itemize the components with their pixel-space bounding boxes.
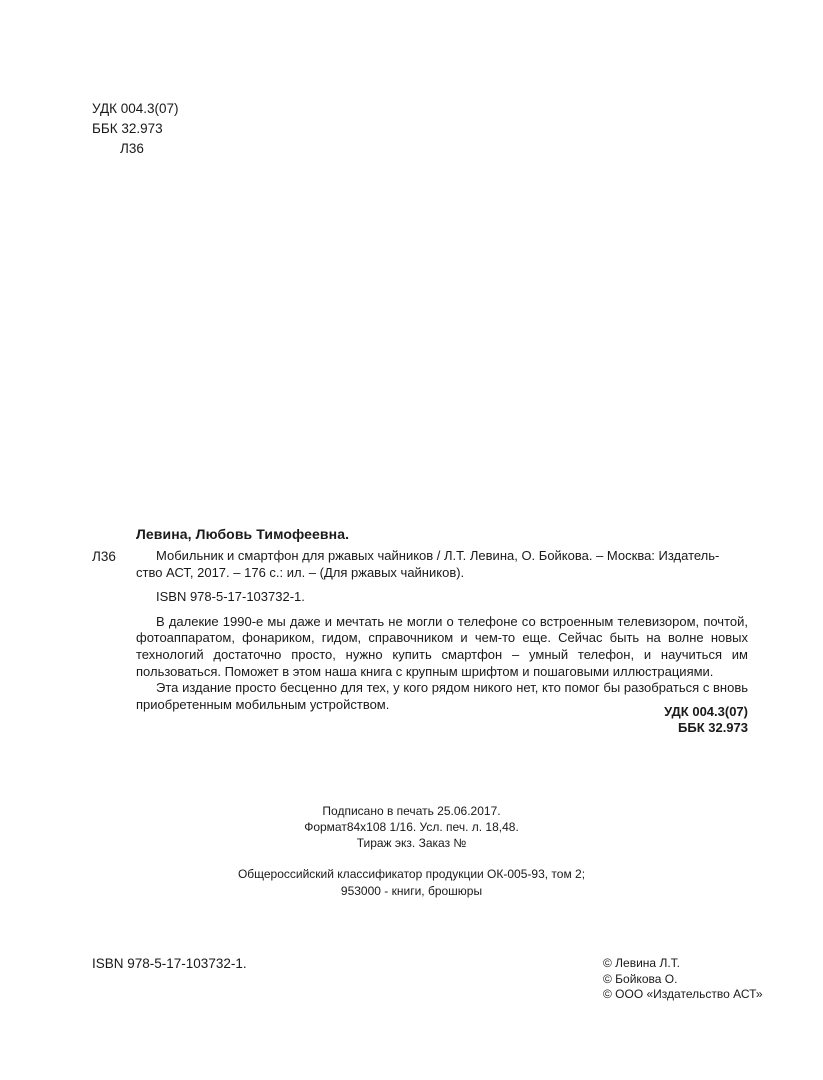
bbk-code: ББК 32.973 [92, 121, 163, 136]
signed-for-print: Подписано в печать 25.06.2017. [322, 804, 501, 818]
annotation-paragraph-1: В далекие 1990-е мы даже и мечтать не могли о телефоне со встроенным телевизором, почтой, фотоаппаратом, фонариком, гидом, справочником и чем-то еще. Сейчас быть на волне новых технологий достаточно просто, нужно купить смартфон – умный телефон, и научиться им пользоваться. Поможет в этом наша книга с крупным шрифтом и пошаговыми иллюстрациями. [136, 613, 748, 679]
copyright-line: © ООО «Издательство АСТ» [603, 987, 763, 1001]
print-information [0, 803, 823, 851]
print-run: Тираж экз. Заказ № [356, 836, 467, 850]
card-udk: УДК 004.3(07) [664, 704, 748, 719]
format-info: Формат84x108 1/16. Усл. печ. л. 18,48. [304, 820, 519, 834]
title-line-2: ство АСТ, 2017. – 176 с.: ил. – (Для ржавых чайников). [136, 564, 465, 580]
author-mark: Л36 [120, 141, 144, 156]
copyright-block [603, 956, 763, 1003]
copyright-line: © Бойкова О. [603, 971, 678, 986]
title-line-1: Мобильник и смартфон для ржавых чайников / Л.Т. Левина, О. Бойкова. – Москва: Издатель- [156, 548, 720, 563]
copyright-line: © Левина Л.Т. [603, 956, 680, 970]
classifier-line-2: 953000 - книги, брошюры [340, 884, 483, 898]
annotation-paragraph-2: Эта издание просто бесценно для тех, у кого рядом никого нет, кто помог бы разобраться с вновь приобретенным мобильным устройством. [136, 680, 748, 712]
isbn-line: ISBN 978-5-17-103732-1. [156, 589, 305, 605]
footer-isbn: ISBN 978-5-17-103732-1. [92, 956, 247, 971]
card-bbk: ББК 32.973 [678, 720, 748, 735]
catalog-card-body [136, 548, 748, 713]
card-classification-codes [664, 704, 748, 736]
classifier-line-1: Общероссийский классификатор продукции ОК-005-93, том 2; [237, 867, 586, 881]
top-classification-codes [92, 99, 179, 159]
bibliographic-description [136, 548, 748, 581]
udk-code: УДК 004.3(07) [92, 101, 179, 116]
catalog-author-mark: Л36 [92, 549, 116, 564]
author-name: Левина, Любовь Тимофеевна. [136, 526, 350, 542]
product-classifier [0, 866, 823, 900]
